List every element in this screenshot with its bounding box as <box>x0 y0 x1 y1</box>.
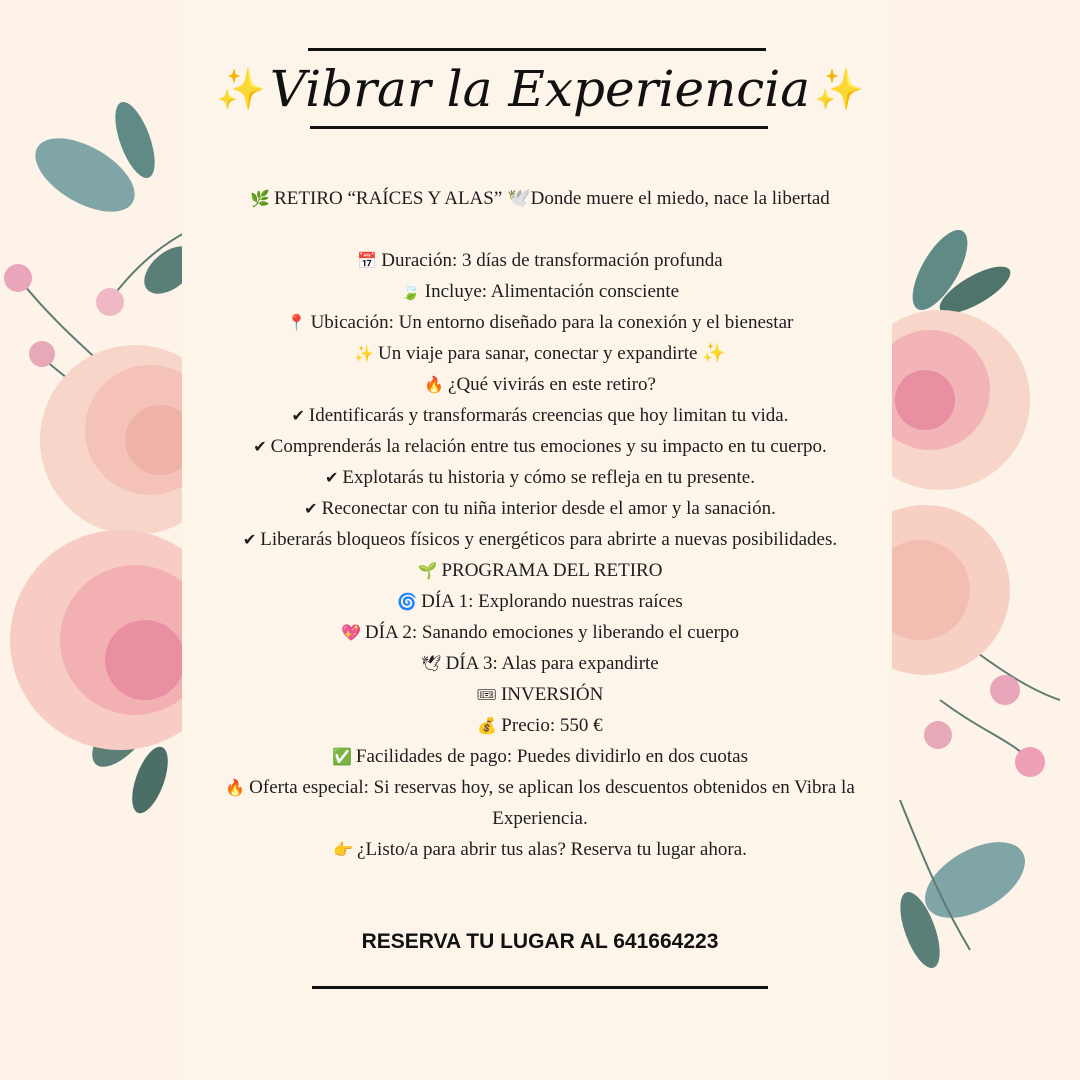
bud-icon <box>924 675 1045 777</box>
dove-icon: 🕊 <box>421 654 442 673</box>
divider-title <box>310 126 768 129</box>
spacer <box>200 214 880 245</box>
list-item-text: Explotarás tu historia y cómo se refleja en tu presente. <box>342 467 755 488</box>
list-item <box>200 369 880 400</box>
fire-icon: 🔥 <box>225 778 246 797</box>
floral-decoration-right <box>880 0 1080 1080</box>
heart-icon: 💖 <box>340 623 361 642</box>
check-icon: ✔ <box>242 530 257 549</box>
list-item <box>200 276 880 307</box>
sprout-icon: 🌱 <box>417 561 438 580</box>
list-item <box>200 679 880 710</box>
list-item-text: DÍA 3: Alas para expandirte <box>445 653 659 674</box>
check-icon: ✔ <box>325 468 339 487</box>
list-item-text: Un viaje para sanar, conectar y expandirte ✨ <box>378 343 726 364</box>
list-item <box>200 400 880 431</box>
list-item <box>200 493 880 524</box>
list-item <box>200 741 880 772</box>
ticket-icon: 🎟 <box>476 685 497 704</box>
list-item-text: Precio: 550 € <box>501 715 603 736</box>
herb-icon: 🌿 <box>250 189 271 208</box>
list-item-text: INVERSIÓN <box>500 684 604 705</box>
list-item-text: ¿Listo/a para abrir tus alas? Reserva tu lugar ahora. <box>357 839 747 860</box>
list-item-text: Comprenderás la relación entre tus emociones y su impacto en tu cuerpo. <box>270 436 827 457</box>
sparkles-icon: ✨ <box>354 344 375 363</box>
list-item-text: DÍA 1: Explorando nuestras raíces <box>421 591 683 612</box>
list-item-text: Identificarás y transformarás creencias que hoy limitan tu vida. <box>308 405 789 426</box>
list-item <box>200 586 880 617</box>
retreat-description <box>200 183 880 865</box>
title-text: Vibrar la Experiencia <box>269 60 811 118</box>
spiral-icon: 🌀 <box>397 592 418 611</box>
reservation-cta: RESERVA TU LUGAR AL 641664223 <box>361 930 719 953</box>
check-icon: ✔ <box>304 499 318 518</box>
rose-icon <box>880 310 1030 675</box>
list-item-text: ¿Qué vivirás en este retiro? <box>448 374 656 395</box>
list-item <box>200 307 880 338</box>
list-item <box>200 524 880 555</box>
list-item-text: RETIRO “RAÍCES Y ALAS” 🕊️Donde muere el miedo, nace la libertad <box>274 188 830 209</box>
pointing-hand-icon: 👉 <box>333 840 354 859</box>
list-item-text: Facilidades de pago: Puedes dividirlo en dos cuotas <box>355 746 748 767</box>
list-item <box>200 462 880 493</box>
calendar-icon: 📅 <box>357 251 378 270</box>
check-box-icon: ✅ <box>332 747 352 766</box>
list-item <box>200 338 880 369</box>
list-item <box>200 617 880 648</box>
list-item <box>200 648 880 679</box>
floral-decoration-left <box>0 0 200 1080</box>
list-item-text: DÍA 2: Sanando emociones y liberando el cuerpo <box>364 622 739 643</box>
check-icon: ✔ <box>291 406 305 425</box>
list-item <box>200 834 880 865</box>
divider-bottom <box>312 986 768 989</box>
sparkles-icon: ✨ <box>216 66 266 113</box>
list-item-text: Liberarás bloqueos físicos y energéticos para abrirte a nuevas posibilidades. <box>260 529 838 550</box>
list-item <box>200 772 880 834</box>
leaf-icon: 🍃 <box>400 282 421 301</box>
list-item <box>200 245 880 276</box>
list-item <box>200 431 880 462</box>
list-item-text: Incluye: Alimentación consciente <box>424 281 680 302</box>
list-item <box>200 183 880 214</box>
list-item-text: Reconectar con tu niña interior desde el amor y la sanación. <box>321 498 776 519</box>
list-item <box>200 710 880 741</box>
list-item-text: PROGRAMA DEL RETIRO <box>441 560 663 581</box>
divider-top <box>308 48 766 51</box>
sparkles-icon: ✨ <box>814 66 864 113</box>
pin-icon: 📍 <box>286 313 307 332</box>
money-bag-icon: 💰 <box>477 716 498 735</box>
list-item-text: Duración: 3 días de transformación profunda <box>381 250 723 271</box>
list-item-text: Oferta especial: Si reservas hoy, se aplican los descuentos obtenidos en Vibra la Experiencia. <box>249 777 855 829</box>
fire-icon: 🔥 <box>424 375 445 394</box>
list-item-text: Ubicación: Un entorno diseñado para la conexión y el bienestar <box>310 312 794 333</box>
list-item <box>200 555 880 586</box>
rose-icon <box>10 345 200 750</box>
page-title <box>216 52 864 126</box>
check-icon: ✔ <box>253 437 267 456</box>
